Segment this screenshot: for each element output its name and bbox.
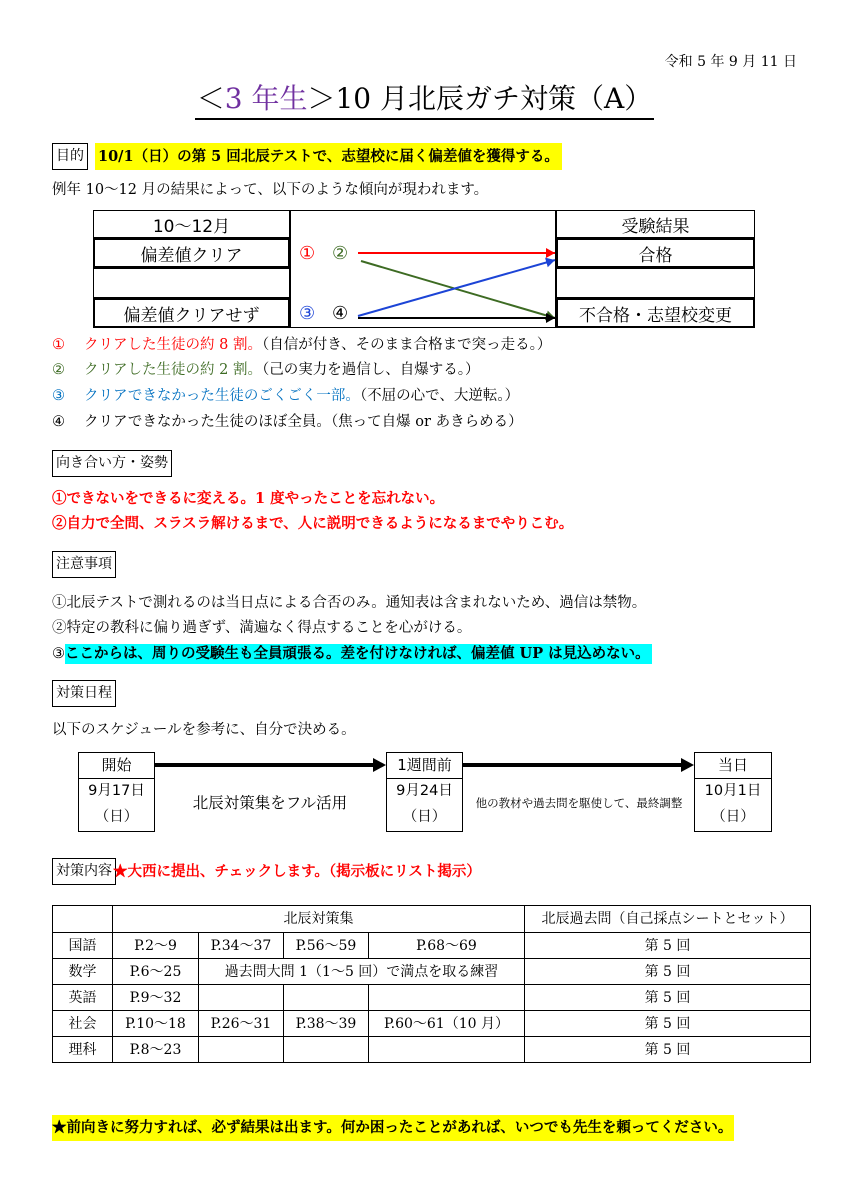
step-date: 10月1日: [704, 783, 762, 799]
table-row: [53, 959, 811, 985]
caution-highlight-text: ここからは、周りの受験生も全員頑張る。差を付けなければ、偏差値 UP は見込めない。: [65, 645, 650, 662]
empty-cell: [369, 1037, 525, 1063]
purpose-text: 10/1（日）の第 5 回北辰テストで、志望校に届く偏差値を獲得する。: [95, 143, 562, 170]
result-header: 受験結果: [556, 210, 755, 238]
trend-intro: 例年 10〜12 月の結果によって、以下のような傾向が現われます。: [52, 182, 489, 198]
subject-cell: 英語: [53, 985, 113, 1011]
trend-arrows: [93, 210, 755, 328]
step-day: （日）: [94, 809, 139, 825]
empty-cell: [284, 1037, 369, 1063]
caution-number: ③: [52, 646, 65, 662]
title-wrapper: [0, 80, 849, 120]
title-prefix: ＜: [196, 82, 225, 115]
not-cleared-box: 偏差値クリアせず: [93, 298, 290, 328]
empty-cell: [199, 1037, 284, 1063]
schedule-label: 対策日程: [52, 680, 116, 707]
schedule-arrowhead-2: [681, 758, 694, 772]
past-exam-cell: 第 5 回: [525, 933, 811, 959]
outcome-summary: クリアした生徒の約 8 割。: [84, 337, 262, 353]
page-range-cell: P.56〜59: [284, 933, 369, 959]
page-range-cell: P.26〜31: [199, 1011, 284, 1037]
table-row: [53, 933, 811, 959]
practice-cell: 過去問大問 1（1〜5 回）で満点を取る練習: [199, 959, 525, 985]
marker-2: ②: [332, 243, 349, 264]
outcome-comment: （不屈の心で、大逆転。）: [359, 388, 520, 404]
past-exam-cell: 第 5 回: [525, 985, 811, 1011]
step-day: （日）: [402, 809, 447, 825]
outcome-comment: （自信が付き、そのまま合格まで突っ走る。）: [261, 337, 552, 353]
step-date: 9月24日: [396, 783, 453, 799]
outcome-item: [52, 334, 551, 356]
title-grade: 3 年生: [224, 82, 308, 115]
workbook-header: 北辰対策集: [113, 906, 525, 933]
schedule-note-1: 北辰対策集をフル活用: [192, 794, 348, 812]
plan-table: [52, 905, 811, 1063]
caution-item-highlighted: [52, 643, 652, 665]
subject-cell: 数学: [53, 959, 113, 985]
table-row: [53, 1011, 811, 1037]
outcome-summary: クリアできなかった生徒のごくごく一部。: [84, 388, 360, 404]
schedule-step-start: [78, 752, 155, 832]
plan-note: ★大西に提出、チェックします。（掲示板にリスト掲示）: [113, 863, 481, 880]
subject-cell: 国語: [53, 933, 113, 959]
past-exam-cell: 第 5 回: [525, 959, 811, 985]
marker-1: ①: [299, 243, 316, 264]
past-exam-cell: 第 5 回: [525, 1011, 811, 1037]
marker-3: ③: [299, 303, 316, 324]
schedule-step-exam-day: [694, 752, 772, 832]
passed-box: 合格: [556, 238, 755, 268]
page-range-cell: P.10〜18: [113, 1011, 199, 1037]
outcome-comment: （己の実力を過信し、自爆する。）: [261, 362, 480, 378]
past-exam-header: 北辰過去問（自己採点シートとセット）: [525, 906, 811, 933]
caution-item: ①北辰テストで測れるのは当日点による合否のみ。通知表は含まれないため、過信は禁物。: [52, 595, 647, 611]
step-head: 1週間前: [387, 753, 462, 779]
table-row: [53, 1037, 811, 1063]
schedule-arrowhead-1: [373, 758, 386, 772]
page-range-cell: P.68〜69: [369, 933, 525, 959]
page-range-cell: P.2〜9: [113, 933, 199, 959]
outcome-number: ①: [52, 337, 65, 353]
cleared-box: 偏差値クリア: [93, 238, 290, 268]
step-date: 9月17日: [88, 783, 145, 799]
title-suffix: ＞10 月北辰ガチ対策（A）: [307, 82, 653, 115]
arrow-cleared-to-failed: [361, 261, 555, 318]
attitude-label: 向き合い方・姿勢: [52, 450, 172, 477]
outcome-item: [52, 359, 479, 381]
plan-label: 対策内容: [52, 858, 116, 885]
step-day: （日）: [711, 809, 755, 825]
step-head: 開始: [79, 753, 154, 779]
trend-diagram: [93, 210, 755, 328]
table-header-row: [53, 906, 811, 933]
page-title: [195, 80, 655, 120]
caution-item: ②特定の教科に偏り過ぎず、満遍なく得点することを心がける。: [52, 620, 472, 636]
cautions-label: 注意事項: [52, 551, 116, 578]
footer-message: ★前向きに努力すれば、必ず結果は出ます。何か困ったことがあれば、いつでも先生を頼ってください。: [52, 1115, 734, 1141]
page-range-cell: P.38〜39: [284, 1011, 369, 1037]
outcome-number: ③: [52, 388, 65, 404]
attitude-item: ②自力で全問、スラスラ解けるまで、人に説明できるようになるまでやりこむ。: [52, 515, 574, 532]
outcome-summary: クリアした生徒の約 2 割。: [84, 362, 262, 378]
table-row: [53, 985, 811, 1011]
outcome-number: ②: [52, 362, 65, 378]
table-corner-cell: [53, 906, 113, 933]
step-head: 当日: [695, 753, 771, 779]
outcome-summary: クリアできなかった生徒のほぼ全員。: [84, 414, 331, 430]
empty-cell: [284, 985, 369, 1011]
schedule-note-2: 他の教材や過去問を駆使して、最終調整: [475, 796, 683, 810]
subject-cell: 社会: [53, 1011, 113, 1037]
schedule-intro: 以下のスケジュールを参考に、自分で決める。: [52, 722, 356, 738]
marker-4: ④: [332, 303, 349, 324]
failed-box: 不合格・志望校変更: [556, 298, 755, 328]
schedule-arrows: [155, 755, 695, 775]
subject-cell: 理科: [53, 1037, 113, 1063]
page-range-cell: P.34〜37: [199, 933, 284, 959]
document-date: 令和 5 年 9 月 11 日: [664, 54, 797, 70]
attitude-item: ①できないをできるに変える。1 度やったことを忘れない。: [52, 490, 445, 507]
outcome-item: [52, 385, 519, 407]
page-range-cell: P.9〜32: [113, 985, 199, 1011]
page-range-cell: P.6〜25: [113, 959, 199, 985]
outcome-comment: （焦って自爆 or あきらめる）: [330, 414, 523, 430]
outcome-number: ④: [52, 414, 65, 430]
period-header: 10〜12月: [93, 210, 290, 238]
page-range-cell: P.60〜61（10 月）: [369, 1011, 525, 1037]
purpose-label: 目的: [52, 143, 88, 170]
outcome-item: [52, 411, 523, 433]
empty-cell: [369, 985, 525, 1011]
page-range-cell: P.8〜23: [113, 1037, 199, 1063]
empty-cell: [199, 985, 284, 1011]
past-exam-cell: 第 5 回: [525, 1037, 811, 1063]
